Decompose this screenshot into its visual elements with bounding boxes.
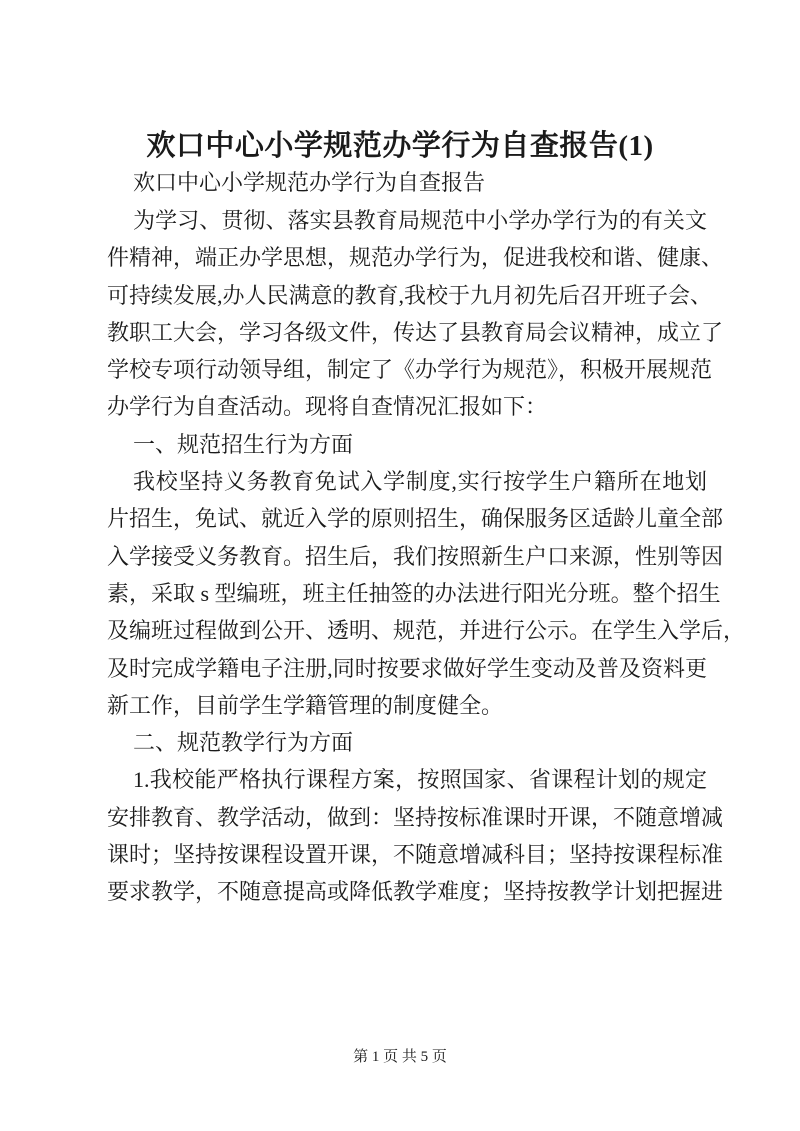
paragraph-line: 我校坚持义务教育免试入学制度,实行按学生户籍所在地划	[133, 469, 707, 495]
paragraph-line: 要求教学，不随意提高或降低教学难度；坚持按教学计划把握进	[107, 879, 724, 905]
paragraph-line: 片招生，免试、就近入学的原则招生，确保服务区适龄儿童全部	[107, 506, 724, 532]
paragraph-line: 学校专项行动领导组，制定了《办学行为规范》，积极开展规范	[107, 357, 713, 383]
paragraph-line: 素，采取 s 型编班，班主任抽签的办法进行阳光分班。整个招生	[107, 580, 721, 606]
page-indicator: 第 1 页 共 5 页	[353, 1049, 447, 1065]
paragraph-line: 入学接受义务教育。招生后，我们按照新生户口来源，性别等因	[107, 543, 724, 569]
paragraph-line: 及时完成学籍电子注册,同时按要求做好学生变动及普及资料更	[107, 655, 707, 681]
document-title: 欢口中心小学规范办学行为自查报告(1)	[146, 130, 654, 162]
document-body	[107, 166, 746, 911]
paragraph-line: 教职工大会，学习各级文件，传达了县教育局会议精神，成立了	[107, 319, 724, 345]
paragraph-line: 件精神，端正办学思想，规范办学行为，促进我校和谐、健康、	[107, 245, 724, 271]
paragraph-line: 及编班过程做到公开、透明、规范，并进行公示。在学生入学后，	[107, 618, 746, 644]
section-heading-1: 一、规范招生行为方面	[133, 431, 354, 457]
document-subtitle: 欢口中心小学规范办学行为自查报告	[133, 170, 486, 195]
section-heading-2: 二、规范教学行为方面	[133, 730, 354, 756]
paragraph-line: 为学习、贯彻、落实县教育局规范中小学办学行为的有关文	[133, 208, 707, 233]
paragraph-line: 办学行为自查活动。现将自查情况汇报如下：	[107, 394, 548, 420]
paragraph-line: 安排教育、教学活动，做到：坚持按标准课时开课，不随意增减	[107, 804, 724, 830]
paragraph-line: 可持续发展,办人民满意的教育,我校于九月初先后召开班子会、	[107, 282, 713, 308]
paragraph-line: 课时；坚持按课程设置开课，不随意增减科目；坚持按课程标准	[107, 842, 724, 868]
paragraph-line: 1.我校能严格执行课程方案，按照国家、省课程计划的规定	[133, 767, 707, 793]
paragraph-line: 新工作，目前学生学籍管理的制度健全。	[107, 692, 504, 718]
